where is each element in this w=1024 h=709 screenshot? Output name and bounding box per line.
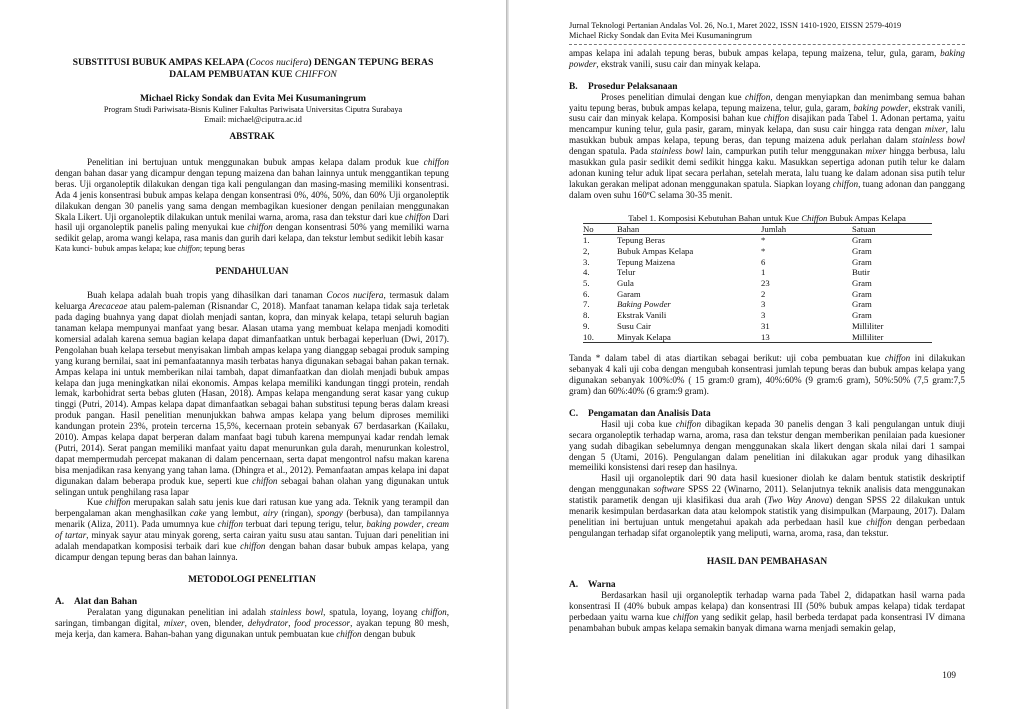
title-text: SUBSTITUSI BUBUK AMPAS KELAPA ( [72, 57, 250, 68]
cell-jumlah: 6 [761, 256, 766, 267]
table-row [583, 332, 932, 343]
cell-jumlah: 2 [761, 288, 766, 299]
cell-bahan: Telur [617, 267, 636, 278]
cell-no: 5. [583, 278, 590, 288]
method-heading: METODOLOGI PENELITIAN [188, 574, 316, 585]
email: Email: michael@ciputra.ac.id [204, 115, 302, 124]
title-italic: Cocos nucifera [249, 57, 309, 68]
intro-heading: PENDAHULUAN [215, 267, 289, 278]
cell-satuan: Gram [852, 299, 872, 310]
cell-satuan: Gram [852, 288, 872, 299]
cell-bahan: Tepung Beras [617, 235, 665, 246]
cell-jumlah: 23 [761, 278, 770, 288]
continued-paragraph: ampas kelapa ini adalah tepung beras, bubuk ampas kelapa, tepung maizena, telur, gula, garam, baking powder, ekstrak vanili, susu cair dan minyak kelapa. [569, 47, 965, 69]
cell-no: 7. [583, 299, 590, 310]
right-page [509, 0, 1024, 709]
affiliation: Program Studi Pariwisata-Bisnis Kuliner Fakultas Pariwisata Universitas Ciputra Surabaya [103, 105, 403, 114]
table-row [583, 299, 932, 310]
abstract-heading: ABSTRAK [229, 132, 275, 142]
cell-no: 3. [583, 256, 590, 267]
cell-jumlah: * [761, 245, 766, 256]
title-italic: CHIFFON [294, 69, 337, 81]
header-divider [569, 44, 965, 45]
cell-no: 10. [583, 332, 617, 343]
analisis-paragraph-2: Hasil uji organoleptik dari 90 data hasil kuesioner diolah ke dalam bentuk statistik deskriptif dengan menggunakan software SPSS 22 (Winarno, 2011). Selanjutnya teknik analisis data menggunakan statistik parametik dengan uji klasifikasi dua arah (Two Way Anova) dengan SPSS 22 dilakukan untuk menarik kesimpulan berdasarkan data atau kelompok statistik yang disimpulkan (Marpaung, 2017). Dalam penelitian ini bertujuan untuk mengetahui apakah ada perbedaan hasil kue chiffon dengan perbedaan pengulangan terhadap sifat organoleptik yang meliputi, warna, aroma, rasa, dan tekstur. [569, 473, 965, 538]
page-number: 109 [942, 670, 956, 680]
ingredients-table [583, 223, 932, 344]
cell-satuan: Gram [852, 245, 872, 256]
table-row [583, 289, 932, 300]
header-jumlah: Jumlah [761, 223, 852, 235]
table-caption: Tabel 1. Komposisi Kebutuhan Bahan untuk Kue Chiffon Bubuk Ampas Kelapa [628, 212, 906, 223]
cell-bahan: Gula [617, 278, 634, 288]
cell-satuan: Gram [852, 235, 872, 246]
cell-no: 2, [583, 245, 590, 256]
cell-bahan: Minyak Kelapa [617, 332, 761, 343]
cell-satuan: Milliliter [852, 332, 932, 343]
cell-satuan: Butir [852, 267, 870, 278]
cell-jumlah: * [761, 235, 766, 246]
cell-bahan: Bubuk Ampas Kelapa [617, 245, 694, 256]
subsection-a-heading: A. Alat dan Bahan [55, 596, 138, 607]
left-page [0, 0, 506, 709]
subsection-b-heading: B. Prosedur Pelaksanaan [569, 81, 678, 92]
cell-no: 9. [583, 320, 590, 331]
cell-jumlah: 3 [761, 310, 766, 321]
warna-paragraph: Berdasarkan hasil uji organoleptik terhadap warna pada Tabel 2, didapatkan hasil warna pada konsentrasi II (40% bubuk ampas kelapa) dan konsentrasi III (50% bubuk ampas kelapa) tidak terdapat perbedaan yaitu warna kue chiffon yang sedikit gelap, hasil berbeda terdapat pada konsentrasi IV dimana penambahan bubuk ampas kelapa semakin banyak dimana warna menjadi semakin gelap, [569, 589, 965, 633]
cell-bahan: Tepung Maizena [617, 256, 676, 267]
cell-bahan: Baking Powder [617, 299, 671, 310]
cell-bahan: Ekstrak Vanili [617, 310, 667, 321]
subsection-c-heading: C. Pengamatan dan Analisis Data [569, 408, 711, 419]
cell-satuan: Gram [852, 278, 872, 288]
cell-no: 8. [583, 310, 590, 321]
title-text: ) DENGAN TEPUNG BERAS [308, 57, 434, 68]
table-row [583, 310, 932, 321]
prosedur-paragraph: Proses penelitian dimulai dengan kue chiffon, dengan menyiapkan dan menimbang semua bahan yaitu tepung beras, bubuk ampas kelapa, tepung maizena, telur, gula, garam, baking powder, ekstrak vanili, susu cair dan minyak kelapa. Komposisi bahan kue chiffon disajikan pada Tabel 1. Adonan pertama, yaitu mencampur kuning telur, gula pasir, garam, minyak kelapa, dan susu cair hingga rata dengan mixer, lalu masukkan bubuk ampas kelapa, tepung beras, dan tepung maizena aduk perlahan dalam stainless bowl dengan spatula. Pada stainless bowl lain, campurkan putih telur menggunakan mixer hingga berbusa, lalu masukkan gula pasir sedikit demi sedikit hingga kaku. Masukkan sepertiga adonan putih telur ke dalam adonan kuning telur aduk lipat secara perlahan, setelah merata, lalu tuang ke dalam adonan sisa putih telur lakukan gerakan melipat adonan menggunakan spatula. Siapkan loyang chiffon, tuang adonan dan panggang dalam oven suhu 160ºC selama 30-35 menit. [569, 91, 966, 200]
analisis-paragraph-1: Hasil uji coba kue chiffon dibagikan kepada 30 panelis dengan 3 kali pengulangan untuk diuji secara organoleptik terhadap warna, aroma, rasa dan tekstur dengan memberikan penilaian pada kuesioner yang sudah dibagikan sebelumnya dengan menggunakan skala likert dengan skala nilai dari 1 sampai dengan 5 (Utami, 2016). Pengulangan dalam penelitian ini dilakukan agar produk yang dihasilkan memeiliki konsistensi dari resep dan hasilnya. [569, 418, 966, 473]
cell-satuan: Gram [852, 256, 872, 267]
left-page-body [55, 132, 449, 640]
table-note-paragraph: Tanda * dalam tabel di atas diartikan sebagai berikut: uji coba pembuatan kue chiffon ini dilakukan sebanyak 4 kali uji coba dengan mengubah konsentrasi jumlah tepung beras dan bubuk ampas kelapa yang digunakan sebanyak 100%:0% ( 15 gram:0 gram), 40%:60% (9 gram:6 gram), 50%:50% (7,5 gram:7,5 gram) dan 60%:40% (6 gram:9 gram). [569, 353, 966, 396]
running-head-journal: Jurnal Teknologi Pertanian Andalas Vol. 26, No.1, Maret 2022, ISSN 1410-1920, EISSN 2579-4019 [569, 21, 902, 30]
table-row [583, 246, 932, 257]
cell-jumlah: 13 [761, 332, 852, 343]
cell-no: 1. [583, 235, 590, 246]
cell-bahan: Susu Cair [617, 320, 652, 331]
keywords: Kata kunci- bubuk ampas kelapa; kue chiffon; tepung beras [55, 244, 245, 254]
cell-jumlah: 3 [761, 299, 766, 310]
alat-bahan-paragraph: Peralatan yang digunakan penelitian ini adalah stainless bowl, spatula, loyang, loyang chiffon, saringan, timbangan digital, mixer, oven, blender, dehydrator, food processor, ayakan tepung 80 mesh, meja kerja, dan kamera. Bahan-bahan yang digunakan untuk pembuatan kue chiffon dengan bubuk [55, 606, 450, 639]
table-header-row [583, 223, 932, 235]
table-row [583, 321, 932, 332]
intro-paragraph-2: Kue chiffon merupakan salah satu jenis kue dari ratusan kue yang ada. Teknik yang terampil dan berpengalaman akan menghasilkan cake yang lembut, airy (ringan), spongy (berbusa), dan tampilannya menarik (Aliza, 2011). Pada umumnya kue chiffon terbuat dari tepung terigu, telur, baking powder, cream of tartar, minyak sayur atau minyak goreng, serta cairan yaitu susu atau santan. Tujuan dari penelitian ini adalah mendapatkan komposisi terbaik dari kue chiffon dengan bahan dasar bubuk ampas kelapa, yang dicampur dengan tepung beras dan bahan lainnya. [55, 497, 450, 562]
title-text: DALAM PEMBUATAN KUE [169, 69, 295, 81]
table-row [583, 257, 932, 268]
right-page-body [569, 21, 965, 633]
results-heading: HASIL DAN PEMBAHASAN [706, 556, 828, 567]
intro-paragraph-1: Buah kelapa adalah buah tropis yang dihasilkan dari tanaman Cocos nucifera, termasuk dalam keluarga Arecaceae atau palem-paleman (Risnandar C, 2018). Manfaat tanaman kelapa tidak saja terletak pada daging buahnya yang dapat diolah menjadi santan, kopra, dan minyak kelapa, tetapi seluruh bagian tanaman kelapa mempunyai manfaat yang besar. Alasan utama yang membuat kelapa menjadi komoditi komersial adalah karena semua bagian kelapa dapat dimanfaatkan untuk berbagai keperluan (Dwi, 2017). Pengolahan buah kelapa tersebut menyisakan limbah ampas kelapa yang dianggap sebagai produk samping yang kurang bernilai, saat ini pemanfaatannya masih terbatas hanya digunakan sebagai bahan pakan ternak. Ampas kelapa ini untuk memberikan nilai tambah, dapat dimanfaatkan dan diolah menjadi bubuk ampas kelapa dan juga meningkatkan nilai ekonomis. Ampas kelapa memiliki kandungan tinggi protein, rendah lemak, karbohidrat serta bebas gluten (Hasan, 2018). Ampas kelapa mengandung serat kasar yang cukup tinggi (Putri, 2014). Ampas kelapa dapat dimanfaatkan sebagai bahan substitusi tepung beras dalam kreasi produk pangan. Hasil penelitian menunjukkan bahwa ampas kelapa yang belum diproses memiliki kandungan protein 23%, protein tercerna 15,5%, kecernaan protein sebanyak 67 berdasarkan (Kailaku, 2010). Ampas kelapa dapat berperan dalam manfaat bagi tubuh karena mempunyai kadar rendah lemak (Putri, 2014). Serat pangan memiliki manfaat yaitu dapat menurunkan gula darah, menurunkan kolestrol, dapat mempermudah percepat makanan di dalam pencernaan, serta dapat mengontrol nafsu makan karena bisa menjadikan rasa kenyang yang tahan lama. (Dhingra et al., 2012). Pemanfaatan ampas kelapa ini dapat digunakan dalam beberapa produk kue, seperti kue chiffon sebagai bahan olahan yang digunakan untuk selingan untuk penghilang rasa lapar [55, 290, 450, 497]
cell-no: 6. [583, 288, 590, 299]
cell-satuan: Milliliter [852, 320, 884, 331]
running-head-authors: Michael Ricky Sondak dan Evita Mei Kusumaningrum [569, 31, 752, 41]
header-satuan: Satuan [852, 223, 932, 235]
header-bahan: Bahan [617, 223, 761, 235]
table-row [583, 278, 932, 289]
table-row [583, 267, 932, 278]
cell-jumlah: 31 [761, 320, 770, 331]
affiliation-block [0, 105, 506, 125]
abstract-paragraph: Penelitian ini bertujuan untuk menggunakan bubuk ampas kelapa dalam produk kue chiffon dengan bahan dasar yang dicampur dengan tepung maizena dan bahan lainnya untuk menggantikan tepung beras. Uji organoleptik dilakukan dengan tiga kali pengulangan dan masing-masing memiliki konsentrasi. Ada 4 jenis konsentrasi bubuk ampas kelapa dengan konsentrasi 0%, 40%, 50%, dan 60% Uji organoleptik dilakukan dengan 30 panelis yang sama dengan membagikan kuesioner dengan penilaian menggunakan Skala Likert. Uji organoleptik dilakukan untuk menilai warna, aroma, rasa dan tekstur dari kue chiffon Dari hasil uji organoleptik panelis paling menyukai kue chiffon dengan konsentrasi 50% yang memiliki warna sedikit gelap, aroma wangi kelapa, rasa manis dan gurih dari kelapa, dan tekstur lembut sedikit lebih kasar [55, 157, 449, 244]
authors: Michael Ricky Sondak dan Evita Mei Kusumaningrum [139, 93, 367, 104]
cell-jumlah: 1 [761, 267, 766, 278]
table-1 [569, 213, 965, 344]
cell-satuan: Gram [852, 310, 872, 321]
subsection-warna-heading: A. Warna [569, 579, 616, 590]
header-no: No [583, 223, 617, 235]
paper-title [0, 57, 506, 81]
cell-no: 4. [583, 267, 590, 278]
cell-bahan: Garam [617, 288, 641, 299]
table-row [583, 235, 932, 246]
